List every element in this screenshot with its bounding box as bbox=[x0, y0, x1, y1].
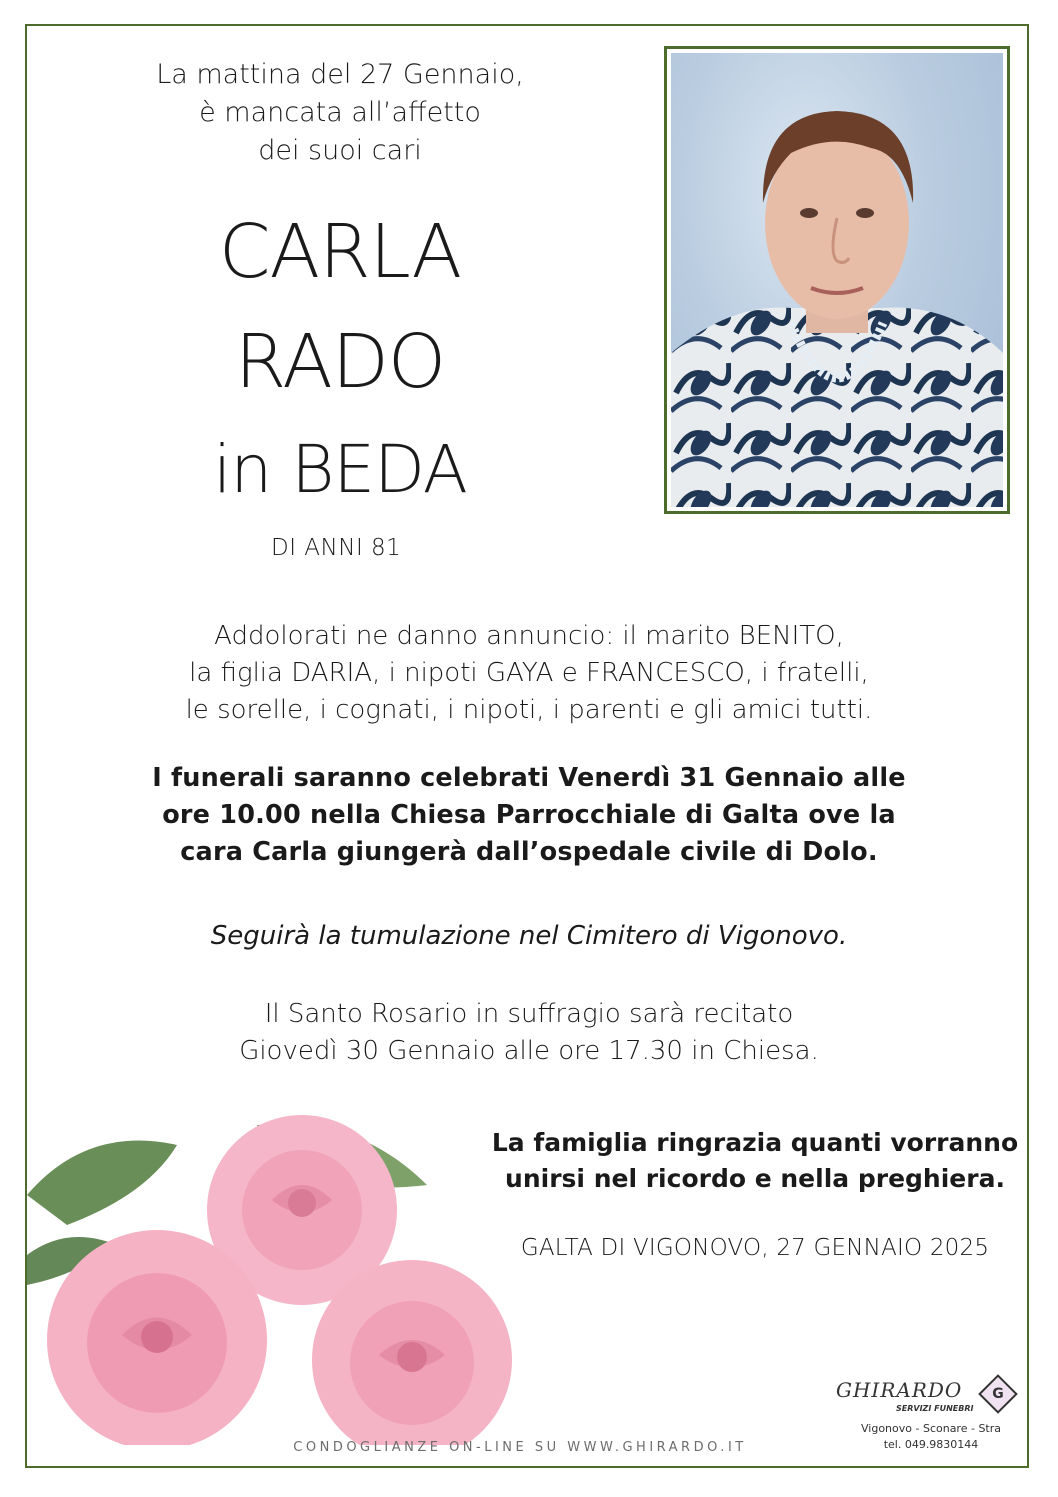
funeral-line: ore 10.00 nella Chiesa Parrocchiale di Galta ove la bbox=[162, 800, 896, 830]
announcement-text bbox=[0, 618, 1058, 729]
thanks-line: La famiglia ringrazia quanti vorranno bbox=[491, 1128, 1019, 1157]
funeral-line: I funerali saranno celebrati Venerdì 31 Gennaio alle bbox=[152, 763, 906, 793]
intro-line: è mancata all’affetto bbox=[199, 97, 481, 128]
thanks-line: unirsi nel ricordo e nella preghiera. bbox=[505, 1164, 1005, 1193]
deceased-last-name: RADO bbox=[234, 319, 446, 405]
rose-left bbox=[47, 1230, 267, 1445]
brand-subtitle: SERVIZI FUNEBRI bbox=[896, 1404, 974, 1413]
brand-diamond-icon bbox=[978, 1374, 1018, 1414]
deceased-first-name: CARLA bbox=[218, 209, 462, 295]
deceased-age: DI ANNI 81 bbox=[271, 535, 402, 561]
announcement-line: Addolorati ne danno annuncio: il marito BENITO, bbox=[214, 621, 844, 651]
brand-letter: G bbox=[992, 1386, 1004, 1402]
funeral-line: cara Carla giungerà dall’ospedale civile di Dolo. bbox=[180, 837, 878, 867]
brand-name: GHIRARDO bbox=[836, 1378, 963, 1402]
announcement-line: le sorelle, i cognati, i nipoti, i parenti e gli amici tutti. bbox=[185, 695, 873, 725]
intro-text bbox=[90, 56, 590, 170]
funeral-details bbox=[0, 760, 1058, 871]
intro-line: dei suoi cari bbox=[258, 135, 422, 166]
rosary-line: Giovedì 30 Gennaio alle ore 17.30 in Chiesa. bbox=[239, 1036, 819, 1066]
rosary-line: Il Santo Rosario in suffragio sarà recitato bbox=[264, 999, 794, 1029]
rosary-text bbox=[0, 996, 1058, 1070]
portrait-frame bbox=[664, 46, 1010, 514]
place-date: GALTA DI VIGONOVO, 27 GENNAIO 2025 bbox=[520, 1235, 990, 1261]
announcement-line: la figlia DARIA, i nipoti GAYA e FRANCESCO, i fratelli, bbox=[189, 658, 869, 688]
thanks-text bbox=[470, 1125, 1040, 1197]
brand-address: Vigonovo - Sconare - Stra bbox=[861, 1422, 1001, 1435]
portrait-illustration bbox=[671, 53, 1003, 507]
funeral-home-logo bbox=[836, 1378, 1026, 1458]
deceased-married-name: in BEDA bbox=[213, 431, 467, 508]
brand-phone: tel. 049.9830144 bbox=[883, 1438, 979, 1451]
condolences-link[interactable]: CONDOGLIANZE ON-LINE SU WWW.GHIRARDO.IT bbox=[293, 1440, 747, 1455]
burial-text: Seguirà la tumulazione nel Cimitero di Vigonovo. bbox=[210, 921, 848, 951]
portrait-photo bbox=[671, 53, 1003, 507]
intro-line: La mattina del 27 Gennaio, bbox=[156, 59, 524, 90]
